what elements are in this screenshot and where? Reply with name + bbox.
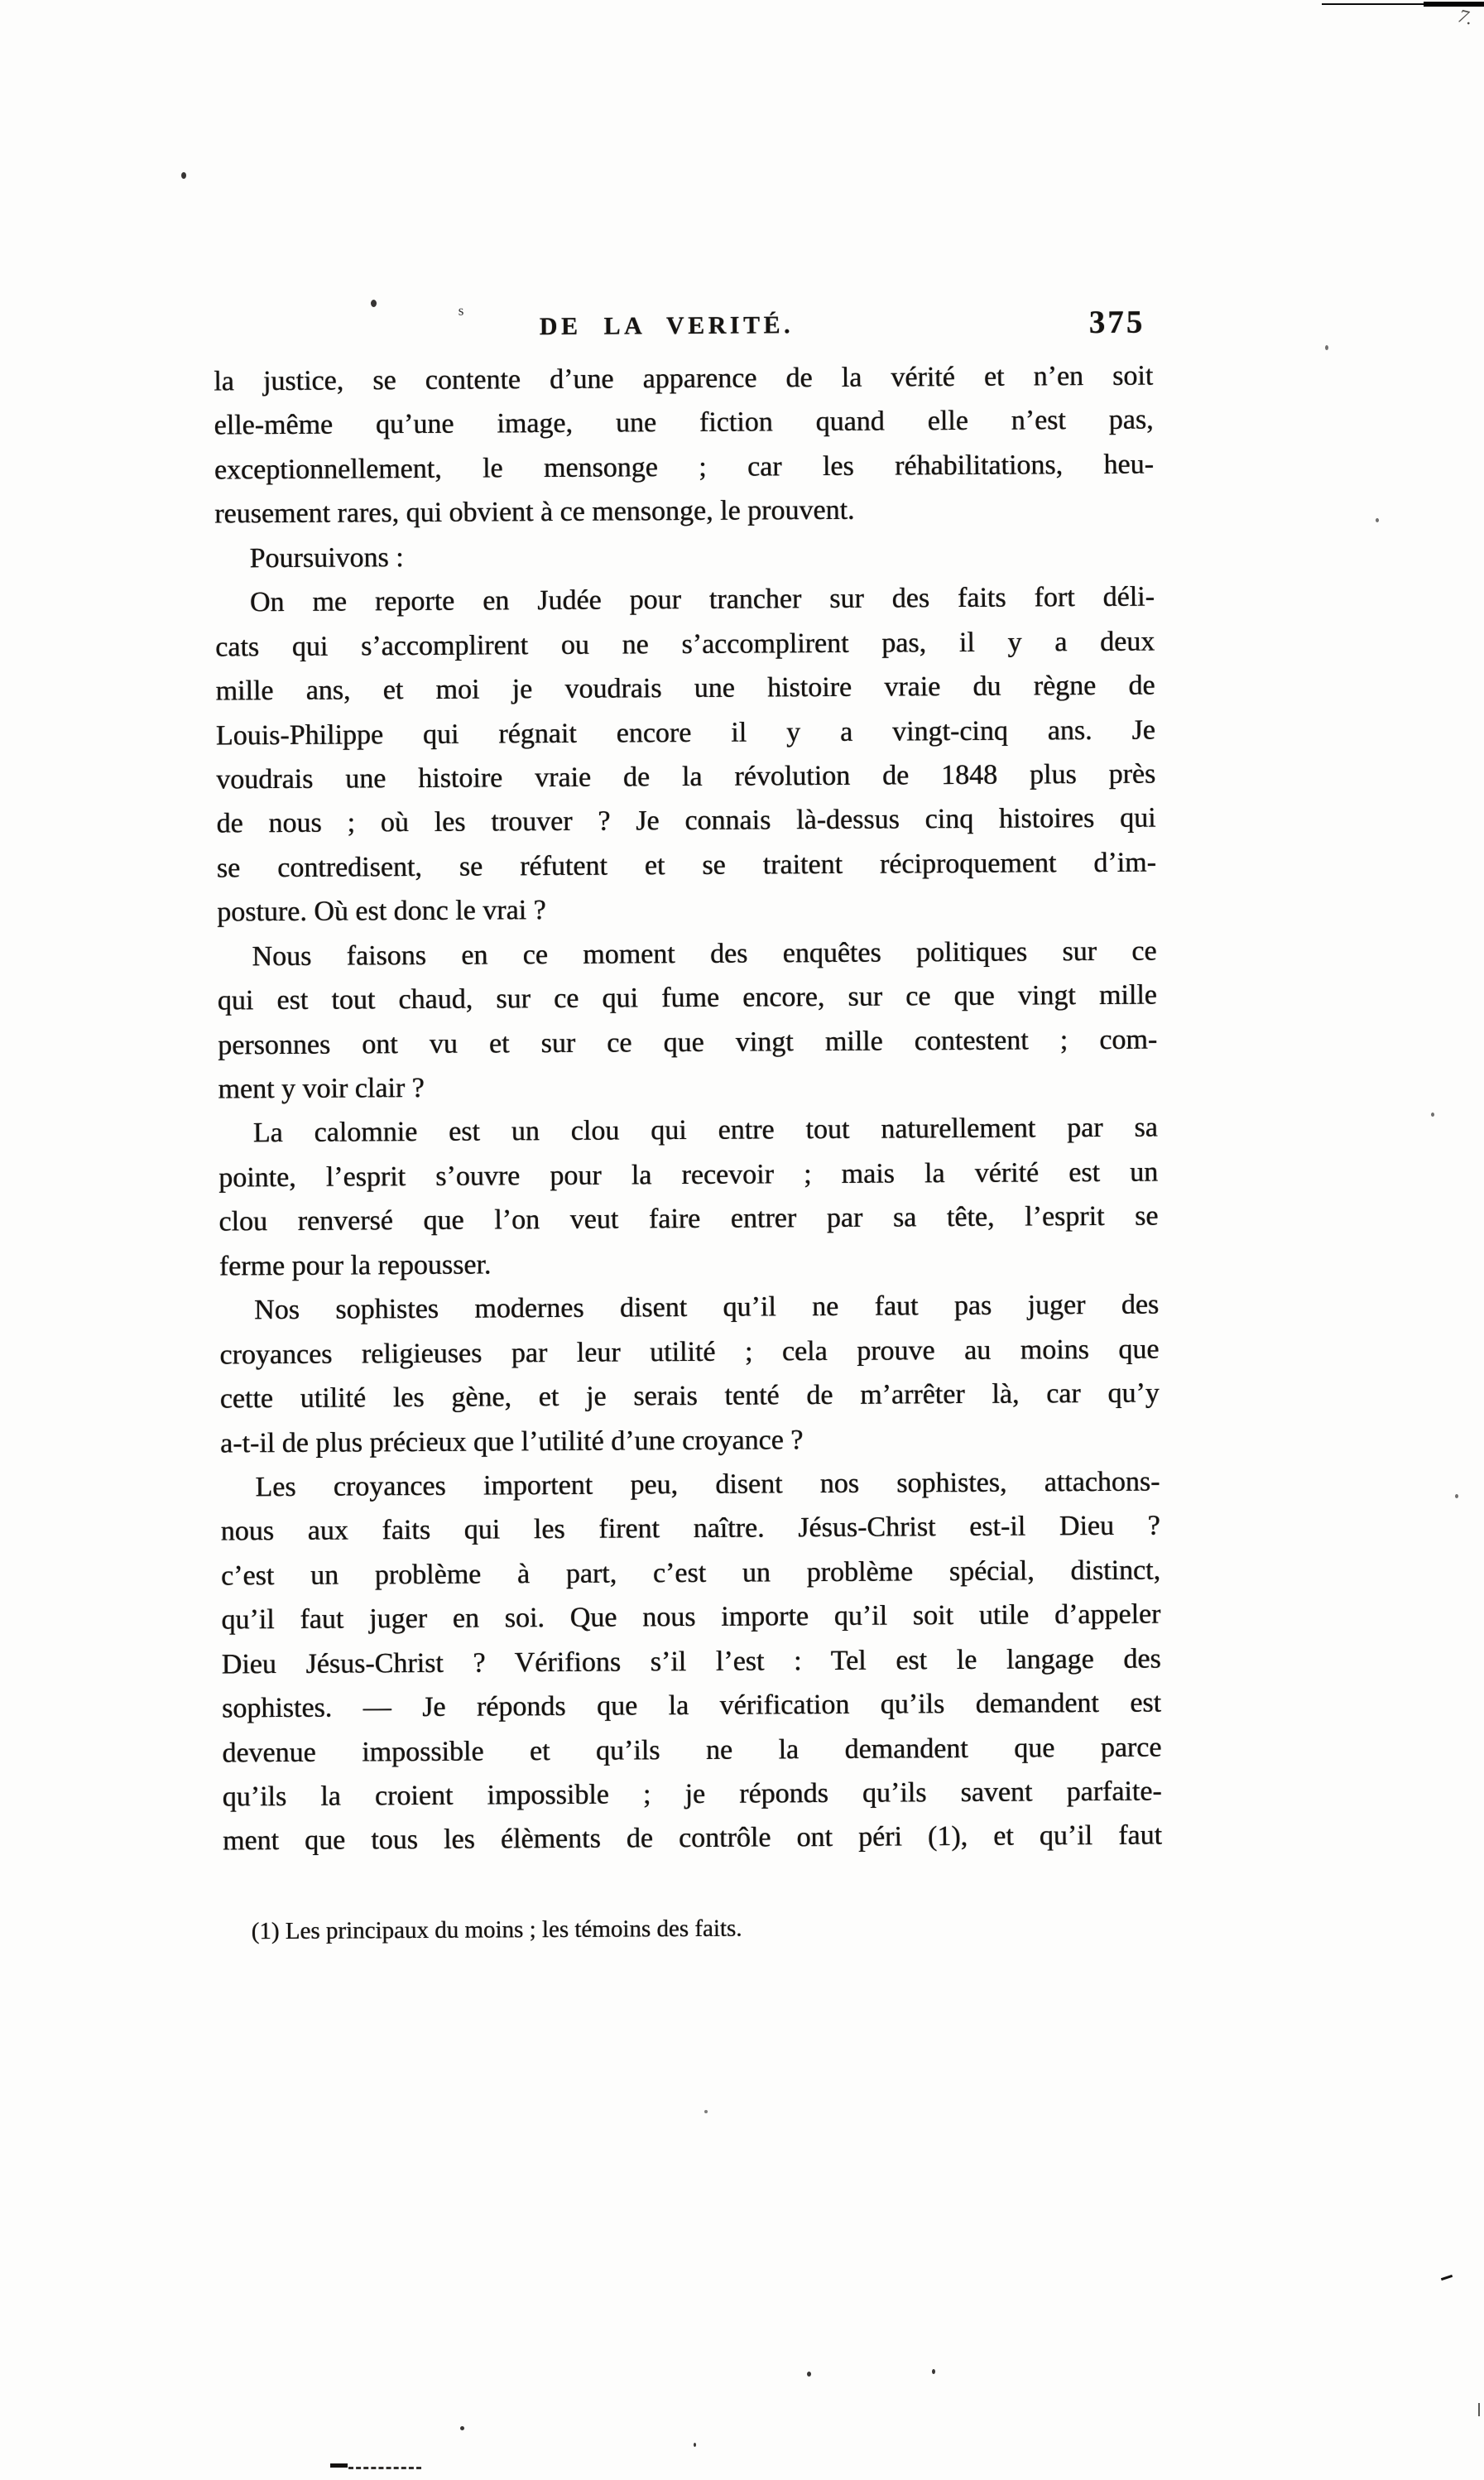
- text-line: pointe, l’esprit s’ouvre pour la recevoir ; mais la vérité est un: [219, 1156, 1159, 1194]
- text-line: Les croyances importent peu, disent nos sophistes, attachons-: [255, 1466, 1160, 1503]
- text-line: qui est tout chaud, sur ce qui fume encore, sur ce que vingt mille: [217, 979, 1157, 1017]
- scan-speck: [1376, 518, 1379, 522]
- text-line: ment y voir clair ?: [218, 1072, 425, 1105]
- text-line: a-t-il de plus précieux que l’utilité d’une croyance ?: [219, 1424, 804, 1459]
- text-line: mille ans, et moi je voudrais une histoire vraie du règne de: [215, 670, 1155, 707]
- scan-speck: [1431, 1113, 1434, 1117]
- text-line: La calomnie est un clou qui entre tout naturellement par sa: [252, 1112, 1158, 1149]
- text-line: ferme pour la repousser.: [219, 1249, 492, 1282]
- footnote: (1) Les principaux du moins ; les témoins des faits.: [251, 1915, 742, 1945]
- text-line: de nous ; où les trouver ? Je connais là-dessus cinq histoires qui: [216, 802, 1156, 839]
- margin-stray-mark: s: [458, 302, 464, 319]
- text-line: exceptionnellement, le mensonge ; car les réhabilitations, heu-: [214, 449, 1154, 486]
- text-line: Dieu Jésus-Christ ? Vérifions s’il l’est : Tel est le langage des: [221, 1643, 1161, 1680]
- scan-speck: [181, 172, 186, 179]
- text-line: reusement rares, qui obvient à ce mensonge, le prouvent.: [214, 495, 855, 530]
- text-line: Poursuivons :: [249, 541, 404, 574]
- scan-speck: [704, 2110, 708, 2113]
- text-line: posture. Où est donc le vrai ?: [217, 895, 546, 928]
- text-line: devenue impossible et qu’ils ne la demandent que parce: [222, 1732, 1162, 1769]
- text-line: cats qui s’accomplirent ou ne s’accomplirent pas, il y a deux: [215, 626, 1155, 663]
- scan-speck: [1455, 1494, 1458, 1498]
- text-line: qu’il faut juger en soi. Que nous importe qu’il soit utile d’appeler: [221, 1598, 1161, 1636]
- scan-bottom-dots: [348, 2467, 421, 2469]
- text-line: On me reporte en Judée pour trancher sur des faits fort déli-: [249, 581, 1155, 618]
- text-line: sophistes. — Je réponds que la vérification qu’ils demandent est: [221, 1687, 1162, 1724]
- text-line: qu’ils la croient impossible ; je réponds qu’ils savent parfaite-: [222, 1776, 1162, 1813]
- body-text: [214, 354, 1162, 1864]
- scan-bottom-smudge: [330, 2463, 348, 2468]
- scan-speck: [1325, 345, 1328, 350]
- scan-speck: [460, 2426, 464, 2430]
- running-header-title: DE LA VERITÉ.: [539, 311, 795, 341]
- text-line: personnes ont vu et sur ce que vingt mille contestent ; com-: [218, 1024, 1158, 1061]
- text-line: cette utilité les gène, et je serais tenté de m’arrêter là, car qu’y: [219, 1377, 1160, 1415]
- handwritten-corner-mark: 7.: [1456, 5, 1476, 29]
- text-line: voudrais une histoire vraie de la révolution de 1848 plus près: [216, 758, 1156, 795]
- scan-speck: [807, 2372, 811, 2377]
- scan-edge-line: [1478, 2403, 1480, 2416]
- text-line: nous aux faits qui les firent naître. Jésus-Christ est-il Dieu ?: [220, 1510, 1160, 1547]
- text-line: la justice, se contente d’une apparence de la vérité et n’en soit: [214, 360, 1154, 397]
- text-line: c’est un problème à part, c’est un problème spécial, distinct,: [220, 1555, 1161, 1592]
- text-line: se contredisent, se réfutent et se traitent réciproquement d’im-: [216, 847, 1156, 884]
- scan-speck: [932, 2369, 935, 2374]
- text-line: clou renversé que l’on veut faire entrer par sa tête, l’esprit se: [219, 1200, 1159, 1238]
- page-number: 375: [1088, 304, 1145, 341]
- scan-speck: [694, 2443, 696, 2447]
- text-line: croyances religieuses par leur utilité ; cela prouve au moins que: [219, 1334, 1160, 1371]
- text-line: ment que tous les élèments de contrôle ont péri (1), et qu’il faut: [222, 1819, 1163, 1857]
- text-line: elle-même qu’une image, une fiction quand elle n’est pas,: [214, 404, 1154, 441]
- text-line: Louis-Philippe qui régnait encore il y a vingt-cinq ans. Je: [215, 714, 1155, 751]
- text-line: Nos sophistes modernes disent qu’il ne faut pas juger des: [253, 1289, 1160, 1326]
- text-line: Nous faisons en ce moment des enquêtes politiques sur ce: [252, 935, 1157, 972]
- scan-speck: [371, 300, 377, 307]
